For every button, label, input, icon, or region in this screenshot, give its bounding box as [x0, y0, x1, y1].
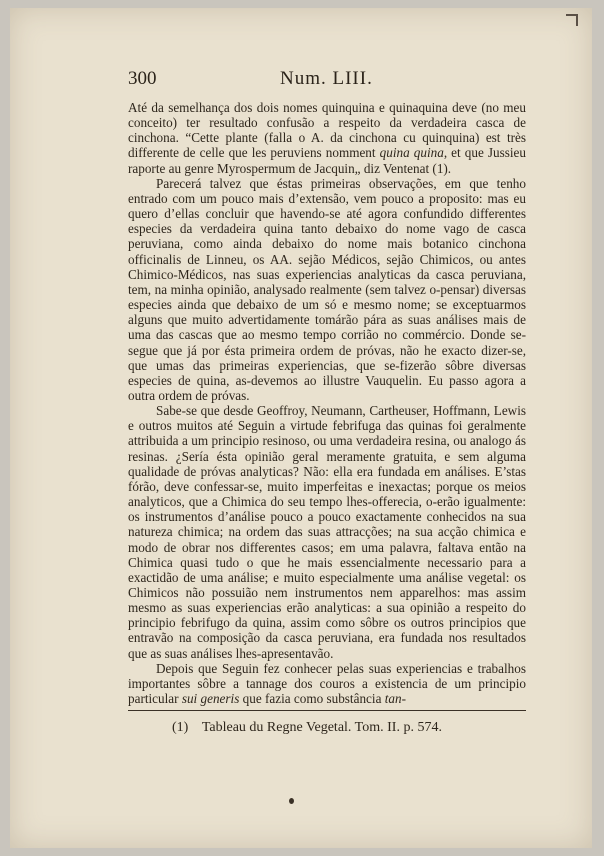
page-number: 300	[128, 68, 157, 89]
paragraph	[128, 100, 526, 176]
paragraph-text: , et que Jussieu raporte au genre Myrospermum de Jacquin„ diz Ventenat (1).	[128, 145, 526, 176]
ink-mark	[289, 798, 294, 804]
paragraph-text: Até da semelhança dos dois nomes quinquina e quinaquina deve (no meu conceito) ter resultado confusão a respeito da verdadeira casca de cinchona. “Cette plante (falla o A. da cinchona cu quinquina) est très differente de celle que les peruviens nomment	[128, 100, 526, 161]
footnote-marker: (1)	[172, 720, 189, 735]
italic-text: tan-	[384, 691, 406, 707]
italic-text: quina quina	[379, 145, 444, 161]
page-title: Num. LIII.	[280, 68, 373, 89]
paragraph-text: Parecerá talvez que éstas primeiras observações, em que tenho entrado com um pouco mais d’extensão, vem pouco a proposito: mas eu quero d’ellas concluir que havendo-se até agora confundido differentes especies da verdadeira quina tanto debaixo do nome vago de casca peruviana, como ainda debaixo do nome mais botanico cinchona officinalis de Linneu, os AA. sejão Médicos, sejão Chimicos, ou antes Chimico-Médicos, nas suas experiencias analyticas da casca peruviana, tem, na minha opinião, analysado realmente (sem talvez o-pensar) diversas especies ainda que debaixo de um só e mesmo nome; se exceptuarmos alguns que muito advertidamente tomárão pára as suas análises mais de uma das cascas que ao mesmo tempo corrião no commércio. Donde se-segue que já por ésta primeira ordem de próvas, não he exacto dizer-se, que umas das primeiras experiencias, que se-fizerão sôbre diversas especies de quina, as-devemos ao illustre Vauquelin. Eu passo agora a outra ordem de próvas.	[128, 175, 526, 403]
paragraph-text: Sabe-se que desde Geoffroy, Neumann, Cartheuser, Hoffmann, Lewis e outros muitos até Seguin a virtude febrifuga das quinas foi geralmente attribuida a um principio resinoso, ou uma verdadeira resina, ou analogo ás resinas. ¿Sería ésta opinião geral meramente gratuita, e sem alguma qualidade de próvas analyticas? Não: ella era fundada em análises. E’stas fórão, deve confessar-se, muito imperfeitas e inexactas; porque os meios analyticos, que a Chimica do seu tempo lhes-offerecia, o-erão igualmente: os instrumentos d’análise pouco a pouco exactamente conhecidos na sua natureza chimica; na ordem das suas attracções; na sua acção chimica e modo de obrar nos differentes casos; em uma palavra, faltava então na Chimica quasi tudo o que he mais essencialmente necessario para a exactidão de uma análise; e muito especialmente uma análise vegetal: os Chimicos não possuião nem instrumentos nem apparelhos: mas assim mesmo as suas experiencias erão analyticas: a sua opinião a respeito do principio febrifugo da quina, assim como sôbre os outros principios que entravão na composição da casca peruviana, era fundada nos resultados que as suas análises lhes-apresentavão.	[128, 403, 526, 661]
paragraph	[128, 403, 526, 661]
running-header	[128, 68, 526, 94]
paragraph-text: Depois que Seguin fez conhecer pelas suas experiencias e trabalhos importantes sôbre a tannage dos couros a existencia de um principio particular	[128, 660, 526, 707]
footnote-text: Tableau du Regne Vegetal. Tom. II. p. 574.	[201, 720, 442, 735]
paragraph	[128, 661, 526, 706]
footnote-rule	[128, 710, 526, 711]
footnote	[172, 720, 532, 736]
body-text	[128, 100, 526, 706]
paragraph	[128, 176, 526, 403]
paragraph-text: que fazia como substância	[239, 691, 385, 707]
italic-text: sui generis	[181, 691, 240, 707]
page-corner-mark	[566, 14, 578, 26]
